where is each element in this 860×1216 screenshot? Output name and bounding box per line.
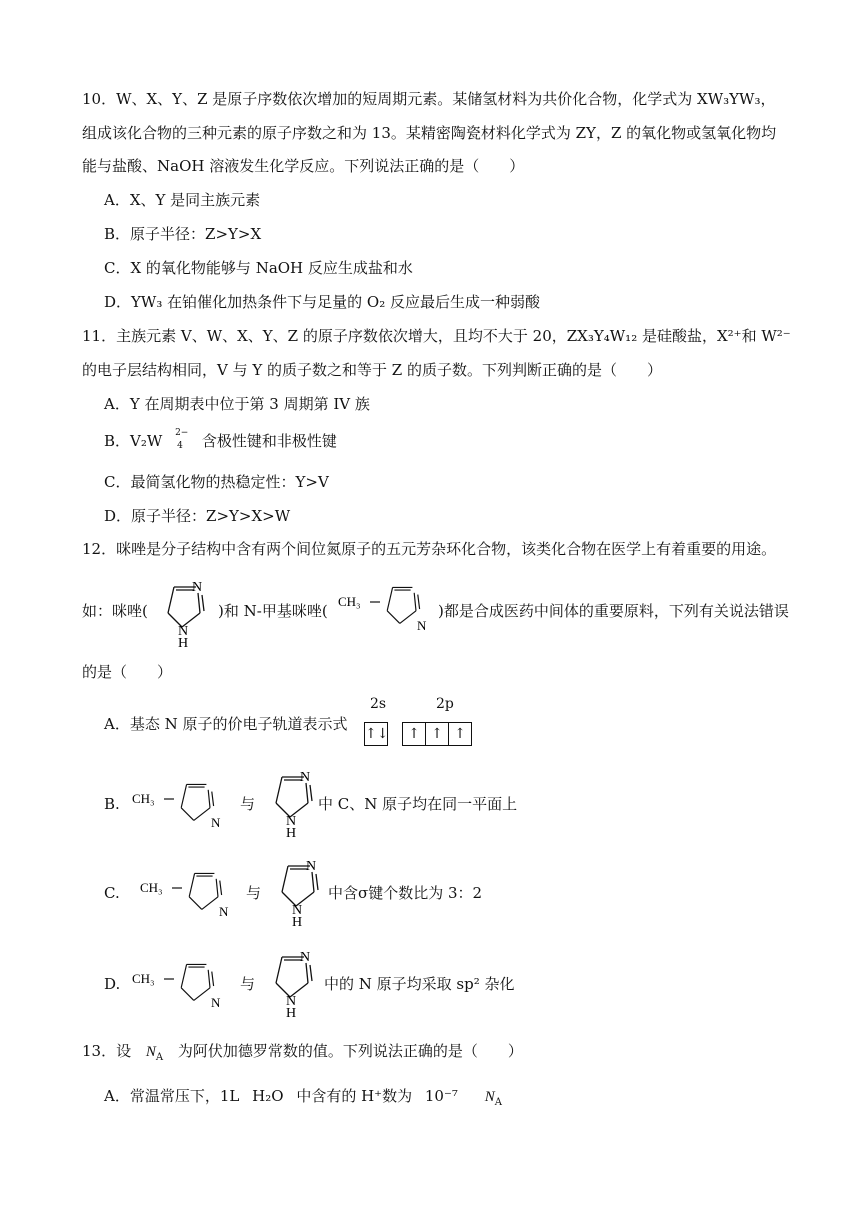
- n-methylimidazole-structure: [336, 580, 436, 636]
- q12-option-a: A．基态 N 原子的价电子轨道表示式: [104, 715, 348, 733]
- q13-option-a-text-1: A．常温常压下，1L: [104, 1087, 240, 1105]
- q11-stem-line-1: 11．主族元素 V、W、X、Y、Z 的原子序数依次增大，且均不大于 20，ZX₃Y₄W₁₂ 是硅酸盐，X²⁺和 W²⁻: [82, 327, 791, 345]
- q13-stem-suffix: 为阿伏加德罗常数的值。下列说法正确的是（ ）: [177, 1042, 523, 1060]
- q10-stem-line-2: 组成该化合物的三种元素的原子序数之和为 13。某精密陶瓷材料化学式为 ZY，Z 的氧化物或氢氧化物均: [82, 124, 777, 142]
- avogadro-subscript: A: [155, 1052, 164, 1063]
- atom-n: N: [211, 815, 221, 830]
- q13-stem-prefix: 13．设: [82, 1042, 132, 1060]
- imidazole-structure: [154, 573, 216, 647]
- methyl-label: CH₃: [338, 594, 361, 609]
- atom-n: N: [192, 580, 203, 595]
- methyl-label: CH₃: [140, 880, 163, 895]
- atom-n: N: [219, 904, 229, 919]
- orbital-2p-label: 2p: [436, 696, 454, 712]
- avogadro-symbol: N: [145, 1044, 156, 1060]
- q10-stem-line-1: 10．W、X、Y、Z 是原子序数依次增加的短周期元素。某储氢材料为共价化合物，化学式为 XW₃YW₃，: [82, 90, 776, 108]
- q13-stem: [82, 1044, 523, 1063]
- q10-option-c: C．X 的氧化物能够与 NaOH 反应生成盐和水: [104, 259, 413, 277]
- orbital-2p-box: ↑: [449, 722, 472, 746]
- avogadro-symbol: N: [484, 1089, 495, 1105]
- q12-stem-2c: )都是合成医药中间体的重要原料，下列有关说法错误: [438, 602, 789, 620]
- atom-n: N: [417, 618, 427, 633]
- atom-n: N: [300, 950, 311, 965]
- q10-option-d: D．YW₃ 在铂催化加热条件下与足量的 O₂ 反应最后生成一种弱酸: [104, 293, 540, 311]
- q12-option-c-prefix: C.: [104, 884, 120, 902]
- n-methylimidazole-structure: [130, 955, 230, 1011]
- atom-n: N: [286, 994, 297, 1009]
- q11-option-b-formula: V₂W: [130, 432, 163, 450]
- q12-option-c-text: 中含σ键个数比为 3：2: [328, 884, 483, 902]
- methyl-label: CH₃: [132, 791, 155, 806]
- q11-option-b-subscript: 4: [177, 440, 183, 451]
- q11-stem-line-2: 的电子层结构相同，V 与 Y 的质子数之和等于 Z 的质子数。下列判断正确的是（ ）: [82, 361, 663, 379]
- atom-n: N: [306, 859, 317, 874]
- atom-h: H: [178, 636, 189, 647]
- orbital-2p-box: ↑: [402, 722, 426, 746]
- q12-option-b-text: 中 C、N 原子均在同一平面上: [318, 795, 518, 813]
- orbital-2s-box: ↑↓: [364, 722, 388, 746]
- q11-option-b-prefix: B．: [104, 432, 131, 450]
- atom-h: H: [292, 915, 303, 926]
- atom-n: N: [211, 995, 221, 1010]
- avogadro-subscript: A: [494, 1097, 502, 1108]
- q12-stem-2a: 如：咪唑(: [82, 602, 148, 620]
- imidazole-structure: [262, 763, 324, 837]
- power-value: 10⁻⁷: [424, 1087, 458, 1105]
- q10-option-a: A．X、Y 是同主族元素: [104, 191, 261, 209]
- q11-option-b-ion-charge: [173, 427, 193, 451]
- q12-option-d-text: 中的 N 原子均采取 sp² 杂化: [324, 975, 515, 993]
- q13-option-a-text-2: 中含有的 H⁺数为: [296, 1087, 413, 1105]
- q12-stem-line-3: 的是（ ）: [82, 663, 173, 681]
- q12-option-b-prefix: B.: [104, 795, 120, 813]
- atom-n: N: [286, 814, 297, 829]
- q13-option-a: [104, 1089, 502, 1108]
- q11-option-a: A．Y 在周期表中位于第 3 周期第 IV 族: [104, 395, 370, 413]
- q12-option-d-prefix: D.: [104, 975, 121, 993]
- q12-stem-2b: )和 N-甲基咪唑(: [218, 602, 328, 620]
- atom-n: N: [178, 624, 189, 639]
- q11-option-b: [104, 427, 337, 451]
- q12-option-d-with: 与: [240, 975, 256, 993]
- q12-stem-line-1: 12．咪唑是分子结构中含有两个间位氮原子的五元芳杂环化合物，该类化合物在医学上有着重要的用途。: [82, 540, 777, 558]
- q10-stem-line-3: 能与盐酸、NaOH 溶液发生化学反应。下列说法正确的是（ ）: [82, 157, 525, 175]
- q11-option-b-text: 含极性键和非极性键: [201, 432, 337, 450]
- orbital-2s-label: 2s: [370, 696, 387, 712]
- imidazole-structure: [262, 943, 324, 1017]
- q11-option-b-charge: 2−: [175, 427, 189, 438]
- orbital-2p-box: ↑: [426, 722, 449, 746]
- atom-h: H: [286, 1006, 297, 1017]
- n-methylimidazole-structure: [138, 864, 238, 920]
- atom-n: N: [292, 903, 303, 918]
- q12-option-c-with: 与: [246, 884, 262, 902]
- atom-n: N: [300, 770, 311, 785]
- q12-option-b-with: 与: [240, 795, 256, 813]
- n-methylimidazole-structure: [130, 775, 230, 831]
- q11-option-c: C．最简氢化物的热稳定性：Y>V: [104, 473, 329, 491]
- imidazole-structure: [268, 852, 330, 926]
- q11-option-d: D．原子半径：Z>Y>X>W: [104, 507, 291, 525]
- atom-h: H: [286, 826, 297, 837]
- methyl-label: CH₃: [132, 971, 155, 986]
- q10-option-b: B．原子半径：Z>Y>X: [104, 225, 262, 243]
- water-formula: H₂O: [252, 1087, 284, 1105]
